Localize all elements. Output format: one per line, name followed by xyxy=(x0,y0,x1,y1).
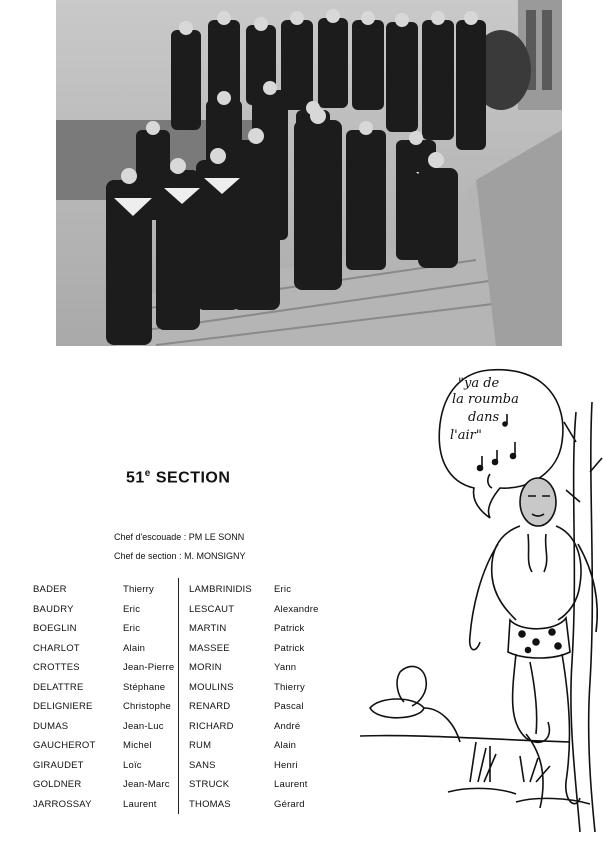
first-name: Jean-Pierre xyxy=(123,662,175,673)
first-name: Loïc xyxy=(123,759,142,771)
bubble-line-3: dans xyxy=(468,410,500,425)
last-name: RUM xyxy=(189,740,212,751)
last-name: LESCAUT xyxy=(189,603,235,615)
section-title xyxy=(126,468,230,487)
first-name: Eric xyxy=(274,584,292,595)
first-name: Thierry xyxy=(123,584,154,595)
group-photo xyxy=(56,0,562,346)
first-name: Pascal xyxy=(274,701,304,712)
section-chiefs xyxy=(114,528,246,566)
first-name: Gérard xyxy=(274,798,305,810)
first-name: Jean-Luc xyxy=(123,720,164,732)
last-name: GIRAUDET xyxy=(33,759,84,771)
first-name: Eric xyxy=(123,603,141,615)
first-name: Michel xyxy=(123,740,152,751)
cartoon-drawing xyxy=(340,362,603,850)
first-name: Yann xyxy=(274,662,297,673)
last-name: BADER xyxy=(33,584,67,595)
first-name: Thierry xyxy=(274,681,305,693)
last-name: DELIGNIERE xyxy=(33,701,93,712)
chef-role: Chef de section : xyxy=(114,551,182,561)
chef-section-line xyxy=(114,547,246,566)
first-name: Alain xyxy=(123,642,146,654)
chef-role: Chef d'escouade : xyxy=(114,532,187,542)
chef-name: M. MONSIGNY xyxy=(184,551,246,561)
last-name: GOLDNER xyxy=(33,779,82,790)
section-word: SECTION xyxy=(155,469,231,487)
first-name: Laurent xyxy=(123,798,157,810)
first-name: Laurent xyxy=(274,779,308,790)
last-name: BAUDRY xyxy=(33,603,74,615)
first-name: Henri xyxy=(274,759,298,771)
chef-name: PM LE SONN xyxy=(188,532,245,542)
last-name: STRUCK xyxy=(189,779,230,790)
bubble-line-4: l'air" xyxy=(450,428,482,443)
first-name: Eric xyxy=(123,623,141,634)
last-name: CHARLOT xyxy=(33,642,80,654)
first-name: Alain xyxy=(274,740,297,751)
last-name: CROTTES xyxy=(33,662,80,673)
group-photo-drawing xyxy=(56,0,562,346)
section-number: 51 xyxy=(126,469,145,487)
first-name: Jean-Marc xyxy=(123,779,170,790)
first-name: Patrick xyxy=(274,623,305,634)
last-name: MASSEE xyxy=(189,642,230,654)
last-name: LAMBRINIDIS xyxy=(189,584,252,595)
bubble-line-1: "ya de xyxy=(458,376,500,391)
first-name: Christophe xyxy=(123,701,171,712)
first-name: Alexandre xyxy=(274,603,319,615)
last-name: MORIN xyxy=(189,662,222,673)
last-name: BOEGLIN xyxy=(33,623,77,634)
last-name: MOULINS xyxy=(189,681,234,693)
last-name: GAUCHEROT xyxy=(33,740,96,751)
first-name: Stéphane xyxy=(123,681,166,693)
section-number-suffix: e xyxy=(144,468,151,479)
last-name: RENARD xyxy=(189,701,231,712)
first-name: Patrick xyxy=(274,642,305,654)
last-name: MARTIN xyxy=(189,623,227,634)
roster-divider xyxy=(178,578,179,814)
bubble-line-2: la roumba xyxy=(452,392,519,407)
last-name: JARROSSAY xyxy=(33,798,92,810)
chef-escouade-line xyxy=(114,528,246,547)
last-name: RICHARD xyxy=(189,720,234,732)
last-name: DUMAS xyxy=(33,720,69,732)
last-name: SANS xyxy=(189,759,216,771)
first-name: André xyxy=(274,720,301,732)
last-name: DELATTRE xyxy=(33,681,84,693)
last-name: THOMAS xyxy=(189,798,231,810)
